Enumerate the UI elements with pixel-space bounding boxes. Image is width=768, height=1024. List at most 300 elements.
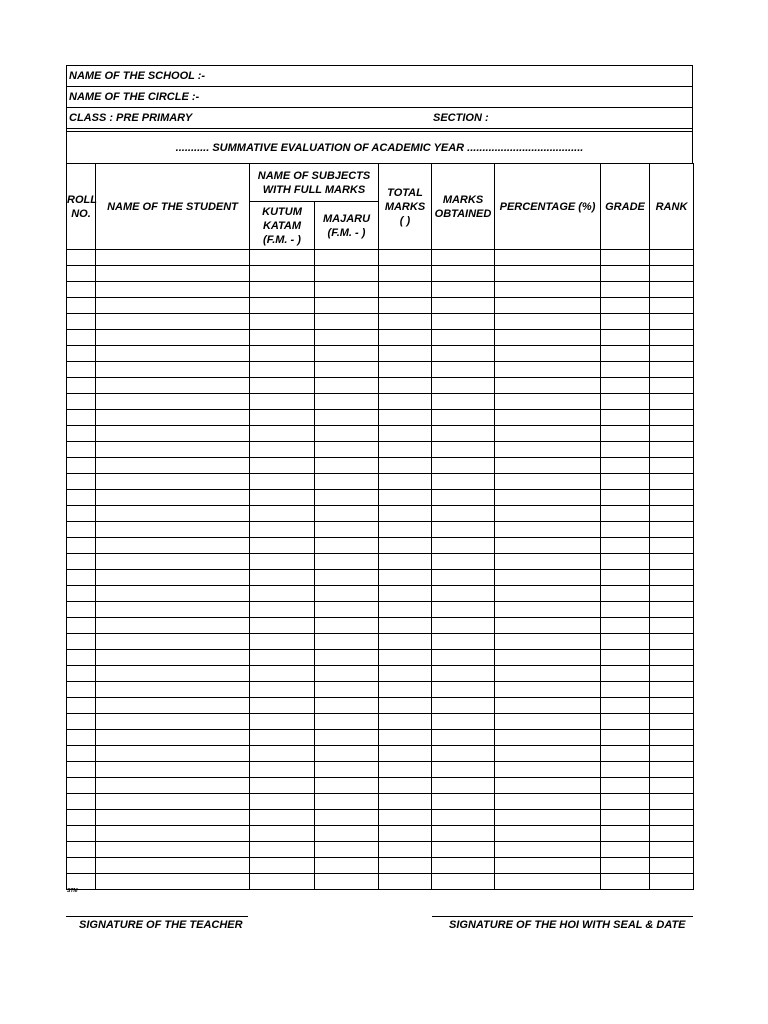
roll-cell[interactable] [67, 730, 96, 746]
name-cell[interactable] [96, 394, 250, 410]
kutum-katam-cell[interactable] [250, 762, 315, 778]
roll-cell[interactable] [67, 330, 96, 346]
percentage-cell[interactable] [495, 442, 601, 458]
total-marks-cell[interactable] [379, 682, 432, 698]
marks-obtained-cell[interactable] [432, 778, 495, 794]
percentage-cell[interactable] [495, 714, 601, 730]
grade-cell[interactable] [601, 378, 650, 394]
percentage-cell[interactable] [495, 378, 601, 394]
total-marks-cell[interactable] [379, 362, 432, 378]
total-marks-cell[interactable] [379, 858, 432, 874]
percentage-cell[interactable] [495, 426, 601, 442]
marks-obtained-cell[interactable] [432, 682, 495, 698]
marks-obtained-cell[interactable] [432, 810, 495, 826]
roll-cell[interactable] [67, 714, 96, 730]
rank-cell[interactable] [650, 650, 694, 666]
marks-obtained-cell[interactable] [432, 714, 495, 730]
percentage-cell[interactable] [495, 506, 601, 522]
total-marks-cell[interactable] [379, 874, 432, 890]
kutum-katam-cell[interactable] [250, 442, 315, 458]
marks-obtained-cell[interactable] [432, 874, 495, 890]
total-marks-cell[interactable] [379, 634, 432, 650]
percentage-cell[interactable] [495, 394, 601, 410]
marks-obtained-cell[interactable] [432, 570, 495, 586]
rank-cell[interactable] [650, 810, 694, 826]
total-marks-cell[interactable] [379, 330, 432, 346]
name-cell[interactable] [96, 602, 250, 618]
majaru-cell[interactable] [315, 346, 379, 362]
marks-obtained-cell[interactable] [432, 394, 495, 410]
majaru-cell[interactable] [315, 666, 379, 682]
rank-cell[interactable] [650, 410, 694, 426]
total-marks-cell[interactable] [379, 826, 432, 842]
rank-cell[interactable] [650, 778, 694, 794]
roll-cell[interactable] [67, 458, 96, 474]
kutum-katam-cell[interactable] [250, 602, 315, 618]
rank-cell[interactable] [650, 282, 694, 298]
rank-cell[interactable] [650, 698, 694, 714]
rank-cell[interactable] [650, 794, 694, 810]
rank-cell[interactable] [650, 490, 694, 506]
marks-obtained-cell[interactable] [432, 666, 495, 682]
name-cell[interactable] [96, 826, 250, 842]
total-marks-cell[interactable] [379, 378, 432, 394]
roll-cell[interactable] [67, 810, 96, 826]
total-marks-cell[interactable] [379, 570, 432, 586]
marks-obtained-cell[interactable] [432, 426, 495, 442]
grade-cell[interactable] [601, 426, 650, 442]
name-cell[interactable] [96, 714, 250, 730]
percentage-cell[interactable] [495, 746, 601, 762]
majaru-cell[interactable] [315, 730, 379, 746]
marks-obtained-cell[interactable] [432, 634, 495, 650]
rank-cell[interactable] [650, 762, 694, 778]
roll-cell[interactable] [67, 858, 96, 874]
name-cell[interactable] [96, 746, 250, 762]
rank-cell[interactable] [650, 458, 694, 474]
percentage-cell[interactable] [495, 602, 601, 618]
majaru-cell[interactable] [315, 618, 379, 634]
majaru-cell[interactable] [315, 490, 379, 506]
rank-cell[interactable] [650, 394, 694, 410]
grade-cell[interactable] [601, 666, 650, 682]
roll-cell[interactable] [67, 538, 96, 554]
kutum-katam-cell[interactable] [250, 538, 315, 554]
marks-obtained-cell[interactable] [432, 490, 495, 506]
roll-cell[interactable] [67, 570, 96, 586]
kutum-katam-cell[interactable] [250, 666, 315, 682]
name-cell[interactable] [96, 842, 250, 858]
percentage-cell[interactable] [495, 458, 601, 474]
total-marks-cell[interactable] [379, 410, 432, 426]
kutum-katam-cell[interactable] [250, 714, 315, 730]
percentage-cell[interactable] [495, 698, 601, 714]
rank-cell[interactable] [650, 666, 694, 682]
majaru-cell[interactable] [315, 426, 379, 442]
total-marks-cell[interactable] [379, 666, 432, 682]
majaru-cell[interactable] [315, 698, 379, 714]
grade-cell[interactable] [601, 474, 650, 490]
marks-obtained-cell[interactable] [432, 650, 495, 666]
kutum-katam-cell[interactable] [250, 842, 315, 858]
grade-cell[interactable] [601, 746, 650, 762]
grade-cell[interactable] [601, 522, 650, 538]
majaru-cell[interactable] [315, 394, 379, 410]
grade-cell[interactable] [601, 362, 650, 378]
name-cell[interactable] [96, 250, 250, 266]
rank-cell[interactable] [650, 506, 694, 522]
majaru-cell[interactable] [315, 842, 379, 858]
name-cell[interactable] [96, 314, 250, 330]
majaru-cell[interactable] [315, 250, 379, 266]
marks-obtained-cell[interactable] [432, 314, 495, 330]
kutum-katam-cell[interactable] [250, 570, 315, 586]
marks-obtained-cell[interactable] [432, 618, 495, 634]
roll-cell[interactable] [67, 682, 96, 698]
total-marks-cell[interactable] [379, 730, 432, 746]
grade-cell[interactable] [601, 634, 650, 650]
marks-obtained-cell[interactable] [432, 298, 495, 314]
percentage-cell[interactable] [495, 650, 601, 666]
rank-cell[interactable] [650, 298, 694, 314]
total-marks-cell[interactable] [379, 842, 432, 858]
name-cell[interactable] [96, 570, 250, 586]
rank-cell[interactable] [650, 442, 694, 458]
name-cell[interactable] [96, 650, 250, 666]
total-marks-cell[interactable] [379, 794, 432, 810]
grade-cell[interactable] [601, 250, 650, 266]
total-marks-cell[interactable] [379, 810, 432, 826]
roll-cell[interactable] [67, 378, 96, 394]
total-marks-cell[interactable] [379, 394, 432, 410]
percentage-cell[interactable] [495, 618, 601, 634]
total-marks-cell[interactable] [379, 442, 432, 458]
roll-cell[interactable] [67, 842, 96, 858]
rank-cell[interactable] [650, 522, 694, 538]
grade-cell[interactable] [601, 794, 650, 810]
grade-cell[interactable] [601, 586, 650, 602]
name-cell[interactable] [96, 426, 250, 442]
total-marks-cell[interactable] [379, 602, 432, 618]
percentage-cell[interactable] [495, 282, 601, 298]
kutum-katam-cell[interactable] [250, 554, 315, 570]
kutum-katam-cell[interactable] [250, 474, 315, 490]
roll-cell[interactable] [67, 410, 96, 426]
rank-cell[interactable] [650, 314, 694, 330]
kutum-katam-cell[interactable] [250, 282, 315, 298]
percentage-cell[interactable] [495, 634, 601, 650]
total-marks-cell[interactable] [379, 522, 432, 538]
name-cell[interactable] [96, 346, 250, 362]
majaru-cell[interactable] [315, 858, 379, 874]
kutum-katam-cell[interactable] [250, 490, 315, 506]
name-cell[interactable] [96, 538, 250, 554]
percentage-cell[interactable] [495, 826, 601, 842]
rank-cell[interactable] [650, 554, 694, 570]
majaru-cell[interactable] [315, 682, 379, 698]
marks-obtained-cell[interactable] [432, 858, 495, 874]
rank-cell[interactable] [650, 474, 694, 490]
marks-obtained-cell[interactable] [432, 458, 495, 474]
grade-cell[interactable] [601, 842, 650, 858]
grade-cell[interactable] [601, 730, 650, 746]
roll-cell[interactable] [67, 650, 96, 666]
rank-cell[interactable] [650, 266, 694, 282]
name-cell[interactable] [96, 682, 250, 698]
majaru-cell[interactable] [315, 634, 379, 650]
grade-cell[interactable] [601, 762, 650, 778]
grade-cell[interactable] [601, 282, 650, 298]
marks-obtained-cell[interactable] [432, 746, 495, 762]
total-marks-cell[interactable] [379, 746, 432, 762]
percentage-cell[interactable] [495, 298, 601, 314]
name-cell[interactable] [96, 362, 250, 378]
majaru-cell[interactable] [315, 602, 379, 618]
total-marks-cell[interactable] [379, 554, 432, 570]
kutum-katam-cell[interactable] [250, 858, 315, 874]
total-marks-cell[interactable] [379, 650, 432, 666]
majaru-cell[interactable] [315, 522, 379, 538]
roll-cell[interactable] [67, 474, 96, 490]
kutum-katam-cell[interactable] [250, 378, 315, 394]
roll-cell[interactable] [67, 762, 96, 778]
majaru-cell[interactable] [315, 330, 379, 346]
grade-cell[interactable] [601, 858, 650, 874]
percentage-cell[interactable] [495, 410, 601, 426]
name-cell[interactable] [96, 554, 250, 570]
rank-cell[interactable] [650, 378, 694, 394]
majaru-cell[interactable] [315, 378, 379, 394]
percentage-cell[interactable] [495, 266, 601, 282]
roll-cell[interactable] [67, 746, 96, 762]
percentage-cell[interactable] [495, 874, 601, 890]
roll-cell[interactable] [67, 490, 96, 506]
kutum-katam-cell[interactable] [250, 778, 315, 794]
total-marks-cell[interactable] [379, 538, 432, 554]
grade-cell[interactable] [601, 778, 650, 794]
marks-obtained-cell[interactable] [432, 250, 495, 266]
percentage-cell[interactable] [495, 682, 601, 698]
roll-cell[interactable] [67, 394, 96, 410]
majaru-cell[interactable] [315, 810, 379, 826]
percentage-cell[interactable] [495, 778, 601, 794]
marks-obtained-cell[interactable] [432, 538, 495, 554]
majaru-cell[interactable] [315, 794, 379, 810]
roll-cell[interactable] [67, 346, 96, 362]
roll-cell[interactable] [67, 666, 96, 682]
rank-cell[interactable] [650, 634, 694, 650]
grade-cell[interactable] [601, 698, 650, 714]
kutum-katam-cell[interactable] [250, 698, 315, 714]
rank-cell[interactable] [650, 250, 694, 266]
percentage-cell[interactable] [495, 842, 601, 858]
majaru-cell[interactable] [315, 442, 379, 458]
percentage-cell[interactable] [495, 762, 601, 778]
name-cell[interactable] [96, 698, 250, 714]
percentage-cell[interactable] [495, 858, 601, 874]
name-cell[interactable] [96, 522, 250, 538]
marks-obtained-cell[interactable] [432, 378, 495, 394]
total-marks-cell[interactable] [379, 314, 432, 330]
name-cell[interactable] [96, 586, 250, 602]
rank-cell[interactable] [650, 602, 694, 618]
total-marks-cell[interactable] [379, 426, 432, 442]
percentage-cell[interactable] [495, 538, 601, 554]
kutum-katam-cell[interactable] [250, 410, 315, 426]
name-cell[interactable] [96, 378, 250, 394]
total-marks-cell[interactable] [379, 714, 432, 730]
marks-obtained-cell[interactable] [432, 586, 495, 602]
total-marks-cell[interactable] [379, 282, 432, 298]
roll-cell[interactable] [67, 522, 96, 538]
rank-cell[interactable] [650, 570, 694, 586]
percentage-cell[interactable] [495, 570, 601, 586]
total-marks-cell[interactable] [379, 618, 432, 634]
roll-cell[interactable] [67, 362, 96, 378]
marks-obtained-cell[interactable] [432, 442, 495, 458]
total-marks-cell[interactable] [379, 762, 432, 778]
rank-cell[interactable] [650, 586, 694, 602]
majaru-cell[interactable] [315, 538, 379, 554]
grade-cell[interactable] [601, 570, 650, 586]
total-marks-cell[interactable] [379, 250, 432, 266]
name-cell[interactable] [96, 298, 250, 314]
grade-cell[interactable] [601, 266, 650, 282]
kutum-katam-cell[interactable] [250, 250, 315, 266]
majaru-cell[interactable] [315, 554, 379, 570]
total-marks-cell[interactable] [379, 266, 432, 282]
name-cell[interactable] [96, 858, 250, 874]
kutum-katam-cell[interactable] [250, 730, 315, 746]
kutum-katam-cell[interactable] [250, 618, 315, 634]
rank-cell[interactable] [650, 330, 694, 346]
name-cell[interactable] [96, 874, 250, 890]
percentage-cell[interactable] [495, 586, 601, 602]
marks-obtained-cell[interactable] [432, 506, 495, 522]
name-cell[interactable] [96, 266, 250, 282]
grade-cell[interactable] [601, 410, 650, 426]
rank-cell[interactable] [650, 618, 694, 634]
marks-obtained-cell[interactable] [432, 266, 495, 282]
percentage-cell[interactable] [495, 474, 601, 490]
grade-cell[interactable] [601, 314, 650, 330]
total-marks-cell[interactable] [379, 778, 432, 794]
total-marks-cell[interactable] [379, 298, 432, 314]
grade-cell[interactable] [601, 506, 650, 522]
kutum-katam-cell[interactable] [250, 794, 315, 810]
roll-cell[interactable] [67, 634, 96, 650]
roll-cell[interactable] [67, 506, 96, 522]
marks-obtained-cell[interactable] [432, 410, 495, 426]
roll-cell[interactable] [67, 778, 96, 794]
majaru-cell[interactable] [315, 314, 379, 330]
total-marks-cell[interactable] [379, 698, 432, 714]
name-cell[interactable] [96, 634, 250, 650]
total-marks-cell[interactable] [379, 346, 432, 362]
marks-obtained-cell[interactable] [432, 762, 495, 778]
total-marks-cell[interactable] [379, 490, 432, 506]
rank-cell[interactable] [650, 682, 694, 698]
rank-cell[interactable] [650, 826, 694, 842]
majaru-cell[interactable] [315, 650, 379, 666]
kutum-katam-cell[interactable] [250, 506, 315, 522]
marks-obtained-cell[interactable] [432, 730, 495, 746]
name-cell[interactable] [96, 442, 250, 458]
total-marks-cell[interactable] [379, 586, 432, 602]
percentage-cell[interactable] [495, 314, 601, 330]
majaru-cell[interactable] [315, 586, 379, 602]
roll-cell[interactable] [67, 442, 96, 458]
marks-obtained-cell[interactable] [432, 842, 495, 858]
name-cell[interactable] [96, 778, 250, 794]
grade-cell[interactable] [601, 346, 650, 362]
percentage-cell[interactable] [495, 362, 601, 378]
kutum-katam-cell[interactable] [250, 586, 315, 602]
kutum-katam-cell[interactable] [250, 746, 315, 762]
roll-cell[interactable] [67, 266, 96, 282]
grade-cell[interactable] [601, 618, 650, 634]
grade-cell[interactable] [601, 458, 650, 474]
grade-cell[interactable] [601, 330, 650, 346]
percentage-cell[interactable] [495, 250, 601, 266]
majaru-cell[interactable] [315, 282, 379, 298]
name-cell[interactable] [96, 762, 250, 778]
name-cell[interactable] [96, 794, 250, 810]
kutum-katam-cell[interactable] [250, 522, 315, 538]
kutum-katam-cell[interactable] [250, 330, 315, 346]
total-marks-cell[interactable] [379, 458, 432, 474]
roll-cell[interactable] [67, 314, 96, 330]
majaru-cell[interactable] [315, 266, 379, 282]
marks-obtained-cell[interactable] [432, 346, 495, 362]
name-cell[interactable] [96, 458, 250, 474]
marks-obtained-cell[interactable] [432, 362, 495, 378]
kutum-katam-cell[interactable] [250, 314, 315, 330]
marks-obtained-cell[interactable] [432, 794, 495, 810]
name-cell[interactable] [96, 282, 250, 298]
rank-cell[interactable] [650, 362, 694, 378]
kutum-katam-cell[interactable] [250, 394, 315, 410]
kutum-katam-cell[interactable] [250, 266, 315, 282]
rank-cell[interactable] [650, 714, 694, 730]
majaru-cell[interactable] [315, 362, 379, 378]
grade-cell[interactable] [601, 442, 650, 458]
marks-obtained-cell[interactable] [432, 282, 495, 298]
majaru-cell[interactable] [315, 746, 379, 762]
rank-cell[interactable] [650, 730, 694, 746]
majaru-cell[interactable] [315, 458, 379, 474]
roll-cell[interactable] [67, 794, 96, 810]
percentage-cell[interactable] [495, 554, 601, 570]
roll-cell[interactable] [67, 618, 96, 634]
name-cell[interactable] [96, 410, 250, 426]
percentage-cell[interactable] [495, 522, 601, 538]
majaru-cell[interactable] [315, 410, 379, 426]
majaru-cell[interactable] [315, 874, 379, 890]
kutum-katam-cell[interactable] [250, 634, 315, 650]
name-cell[interactable] [96, 474, 250, 490]
majaru-cell[interactable] [315, 506, 379, 522]
kutum-katam-cell[interactable] [250, 346, 315, 362]
majaru-cell[interactable] [315, 826, 379, 842]
rank-cell[interactable] [650, 538, 694, 554]
roll-cell[interactable] [67, 554, 96, 570]
roll-cell[interactable] [67, 826, 96, 842]
grade-cell[interactable] [601, 554, 650, 570]
kutum-katam-cell[interactable] [250, 874, 315, 890]
kutum-katam-cell[interactable] [250, 426, 315, 442]
grade-cell[interactable] [601, 682, 650, 698]
